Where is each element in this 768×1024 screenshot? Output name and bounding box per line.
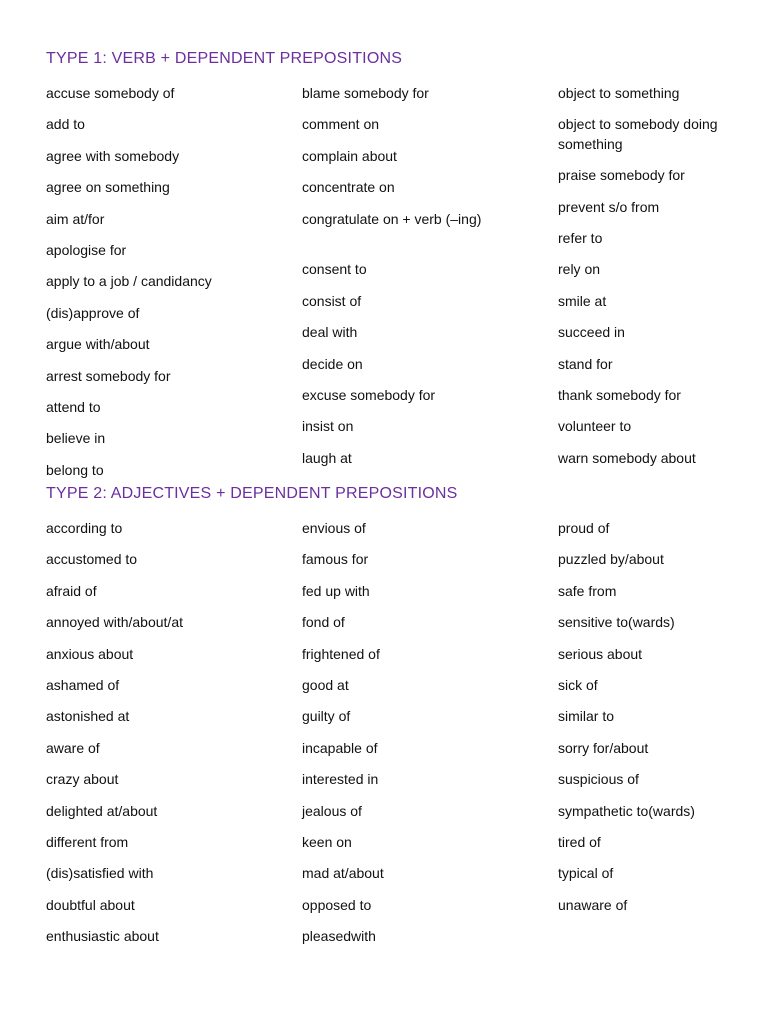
- list-item: mad at/about: [302, 865, 384, 882]
- list-item: volunteer to: [558, 418, 632, 435]
- list-item: (dis)approve of: [46, 304, 140, 321]
- list-item: deal with: [302, 324, 358, 341]
- list-item: tired of: [558, 833, 601, 850]
- list-item: envious of: [302, 520, 366, 536]
- list-item: sympathetic to(wards): [558, 802, 695, 819]
- list-item: consent to: [302, 261, 367, 278]
- list-item: ashamed of: [46, 676, 120, 693]
- list-item: puzzled by/about: [558, 551, 664, 568]
- section-title: TYPE 1: VERB + DEPENDENT PREPOSITIONS: [46, 50, 403, 67]
- list-item: blame somebody for: [302, 85, 429, 101]
- list-item: consist of: [302, 292, 362, 309]
- list-item: doubtful about: [46, 896, 135, 913]
- column-3: [558, 519, 758, 927]
- list-item: crazy about: [46, 771, 119, 788]
- list-item: excuse somebody for: [302, 387, 436, 404]
- list-item: thank somebody for: [558, 387, 681, 404]
- list-item: complain about: [302, 147, 397, 164]
- list-item: apologise for: [46, 241, 127, 258]
- list-item: congratulate on + verb (–ing): [302, 210, 482, 227]
- list-item: laugh at: [302, 449, 352, 466]
- list-item: opposed to: [302, 896, 372, 913]
- list-item: typical of: [558, 865, 614, 882]
- list-item: according to: [46, 520, 123, 536]
- column-1: [46, 519, 286, 958]
- list-item: aware of: [46, 739, 100, 756]
- list-item: attend to: [46, 398, 101, 415]
- list-item: praise somebody for: [558, 167, 685, 184]
- list-item: frightened of: [302, 645, 380, 662]
- list-item: fed up with: [302, 582, 370, 599]
- list-item: smile at: [558, 292, 607, 309]
- list-item: annoyed with/about/at: [46, 614, 183, 631]
- list-item: decide on: [302, 355, 363, 372]
- list-item: guilty of: [302, 708, 351, 725]
- list-item: anxious about: [46, 645, 134, 662]
- list-item: stand for: [558, 355, 613, 372]
- list-item: accuse somebody of: [46, 85, 175, 101]
- list-item: object to something: [558, 85, 680, 101]
- list-item: add to: [46, 116, 85, 133]
- list-item: interested in: [302, 771, 379, 788]
- column-1: [46, 84, 286, 492]
- list-item: refer to: [558, 230, 603, 247]
- list-item: rely on: [558, 261, 601, 278]
- list-item: sensitive to(wards): [558, 614, 675, 631]
- list-item: agree on something: [46, 179, 170, 196]
- list-item: sick of: [558, 676, 598, 693]
- list-item: jealous of: [302, 802, 362, 819]
- list-item: unaware of: [558, 896, 628, 913]
- list-item: apply to a job / candidancy: [46, 273, 212, 290]
- list-item: believe in: [46, 430, 106, 447]
- list-item: aim at/for: [46, 210, 105, 227]
- list-item: pleasedwith: [302, 928, 376, 945]
- list-item: famous for: [302, 551, 369, 568]
- list-item: astonished at: [46, 708, 130, 725]
- list-item: serious about: [558, 645, 643, 662]
- list-item: accustomed to: [46, 551, 138, 568]
- list-item: arrest somebody for: [46, 367, 171, 384]
- list-item: concentrate on: [302, 179, 395, 196]
- column-2: [302, 519, 542, 958]
- list-item: fond of: [302, 614, 345, 631]
- column-3: [558, 84, 758, 480]
- list-item: keen on: [302, 833, 352, 850]
- list-item: comment on: [302, 116, 380, 133]
- list-item: similar to: [558, 708, 615, 725]
- list-item: belong to: [46, 461, 104, 478]
- list-item: agree with somebody: [46, 147, 180, 164]
- list-item: safe from: [558, 582, 617, 599]
- list-item: insist on: [302, 418, 354, 435]
- list-item: delighted at/about: [46, 802, 158, 819]
- list-item: different from: [46, 833, 129, 850]
- list-item: object to somebody doing something: [558, 116, 718, 152]
- list-item: prevent s/o from: [558, 198, 660, 215]
- list-item: (dis)satisfied with: [46, 865, 154, 882]
- list-item: good at: [302, 676, 349, 693]
- list-item: afraid of: [46, 582, 97, 599]
- list-item: sorry for/about: [558, 739, 649, 756]
- list-item: incapable of: [302, 739, 378, 756]
- list-item: warn somebody about: [558, 449, 696, 466]
- section-title: TYPE 2: ADJECTIVES + DEPENDENT PREPOSITIONS: [46, 485, 458, 502]
- list-item: argue with/about: [46, 336, 150, 353]
- list-item: enthusiastic about: [46, 928, 159, 945]
- list-item: succeed in: [558, 324, 625, 341]
- list-item: suspicious of: [558, 771, 639, 788]
- list-item: proud of: [558, 520, 610, 536]
- column-2: [302, 84, 542, 480]
